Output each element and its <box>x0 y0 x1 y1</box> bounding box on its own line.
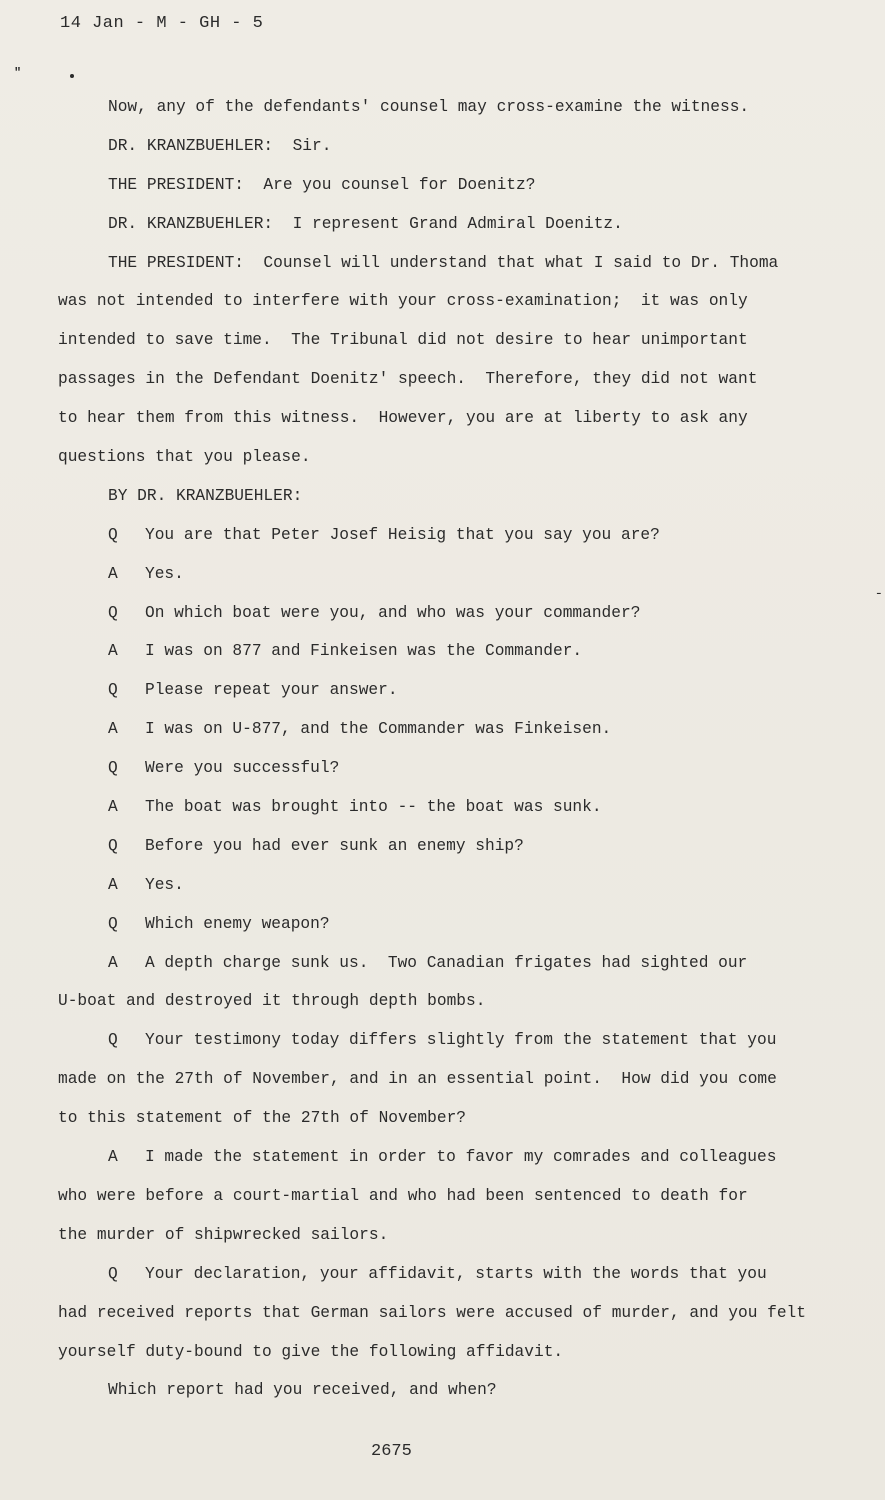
line-text: DR. KRANZBUEHLER: Sir. <box>108 136 332 155</box>
line-text: Please repeat your answer. <box>145 681 398 700</box>
answer-marker: A <box>108 642 118 661</box>
transcript-line <box>58 1177 828 1216</box>
transcript-body <box>58 88 828 1410</box>
page-header: 14 Jan - M - GH - 5 <box>60 14 264 33</box>
line-text: You are that Peter Josef Heisig that you say you are? <box>145 525 660 544</box>
line-text: made on the 27th of November, and in an essential point. How did you come <box>58 1070 777 1089</box>
transcript-line <box>58 788 828 827</box>
question-marker: Q <box>108 603 118 622</box>
transcript-line <box>58 205 828 244</box>
line-text: to hear them from this witness. However, you are at liberty to ask any <box>58 409 748 428</box>
line-text: DR. KRANZBUEHLER: I represent Grand Admiral Doenitz. <box>108 214 623 233</box>
transcript-line <box>58 866 828 905</box>
line-text: I was on U-877, and the Commander was Finkeisen. <box>145 720 612 739</box>
line-text: who were before a court-martial and who had been sentenced to death for <box>58 1186 748 1205</box>
page-number: 2675 <box>371 1442 412 1461</box>
question-marker: Q <box>108 1264 118 1283</box>
answer-marker: A <box>108 875 118 894</box>
transcript-line <box>58 1099 828 1138</box>
answer-marker: A <box>108 1148 118 1167</box>
line-text: Which enemy weapon? <box>145 914 330 933</box>
answer-marker: A <box>108 798 118 817</box>
question-marker: Q <box>108 1031 118 1050</box>
line-text: questions that you please. <box>58 448 311 467</box>
line-text: the murder of shipwrecked sailors. <box>58 1225 389 1244</box>
line-text: Your testimony today differs slightly from the statement that you <box>145 1031 777 1050</box>
line-text: U-boat and destroyed it through depth bombs. <box>58 992 486 1011</box>
transcript-line <box>58 477 828 516</box>
right-edge-mark: ‐ <box>874 586 883 602</box>
question-marker: Q <box>108 681 118 700</box>
line-text: Were you successful? <box>145 759 340 778</box>
line-text: I was on 877 and Finkeisen was the Commander. <box>145 642 583 661</box>
line-text: Your declaration, your affidavit, starts with the words that you <box>145 1264 767 1283</box>
transcript-line <box>58 1216 828 1255</box>
line-text: On which boat were you, and who was your commander? <box>145 603 641 622</box>
transcript-line <box>58 944 828 983</box>
line-text: was not intended to interfere with your cross-examination; it was only <box>58 292 748 311</box>
line-text: passages in the Defendant Doenitz' speech. Therefore, they did not want <box>58 370 758 389</box>
transcript-line <box>58 1060 828 1099</box>
transcript-line <box>58 710 828 749</box>
transcript-line <box>58 594 828 633</box>
transcript-line <box>58 244 828 283</box>
line-text: BY DR. KRANZBUEHLER: <box>108 486 303 505</box>
transcript-line <box>58 1138 828 1177</box>
transcript-line <box>58 127 828 166</box>
transcript-line <box>58 399 828 438</box>
line-text: I made the statement in order to favor my comrades and colleagues <box>145 1148 777 1167</box>
transcript-line <box>58 438 828 477</box>
transcript-line <box>58 88 828 127</box>
transcript-line <box>58 1021 828 1060</box>
transcript-line <box>58 282 828 321</box>
answer-marker: A <box>108 953 118 972</box>
margin-dot <box>70 74 74 78</box>
transcript-line <box>58 749 828 788</box>
line-text: THE PRESIDENT: Are you counsel for Doenitz? <box>108 175 536 194</box>
transcript-line <box>58 516 828 555</box>
transcript-line <box>58 1255 828 1294</box>
line-text: intended to save time. The Tribunal did not desire to hear unimportant <box>58 331 748 350</box>
question-marker: Q <box>108 914 118 933</box>
line-text: Which report had you received, and when? <box>108 1381 497 1400</box>
answer-marker: A <box>108 564 118 583</box>
transcript-line <box>58 671 828 710</box>
transcript-line <box>58 321 828 360</box>
transcript-line <box>58 555 828 594</box>
question-marker: Q <box>108 525 118 544</box>
transcript-line <box>58 1371 828 1410</box>
question-marker: Q <box>108 836 118 855</box>
transcript-line <box>58 827 828 866</box>
line-text: Before you had ever sunk an enemy ship? <box>145 836 524 855</box>
line-text: The boat was brought into -- the boat was sunk. <box>145 798 602 817</box>
answer-marker: A <box>108 720 118 739</box>
line-text: Now, any of the defendants' counsel may cross-examine the witness. <box>108 98 750 116</box>
question-marker: Q <box>108 759 118 778</box>
line-text: A depth charge sunk us. Two Canadian frigates had sighted our <box>145 953 748 972</box>
line-text: had received reports that German sailors were accused of murder, and you felt <box>58 1303 806 1322</box>
transcript-line <box>58 1294 828 1333</box>
transcript-line <box>58 982 828 1021</box>
line-text: Yes. <box>145 564 184 583</box>
transcript-line <box>58 632 828 671</box>
line-text: yourself duty-bound to give the following affidavit. <box>58 1342 564 1361</box>
transcript-line <box>58 360 828 399</box>
transcript-line <box>58 905 828 944</box>
margin-mark: " <box>14 66 22 80</box>
line-text: Yes. <box>145 875 184 894</box>
line-text: THE PRESIDENT: Counsel will understand that what I said to Dr. Thoma <box>108 253 779 272</box>
transcript-line <box>58 1333 828 1372</box>
transcript-line <box>58 166 828 205</box>
line-text: to this statement of the 27th of November? <box>58 1109 466 1128</box>
